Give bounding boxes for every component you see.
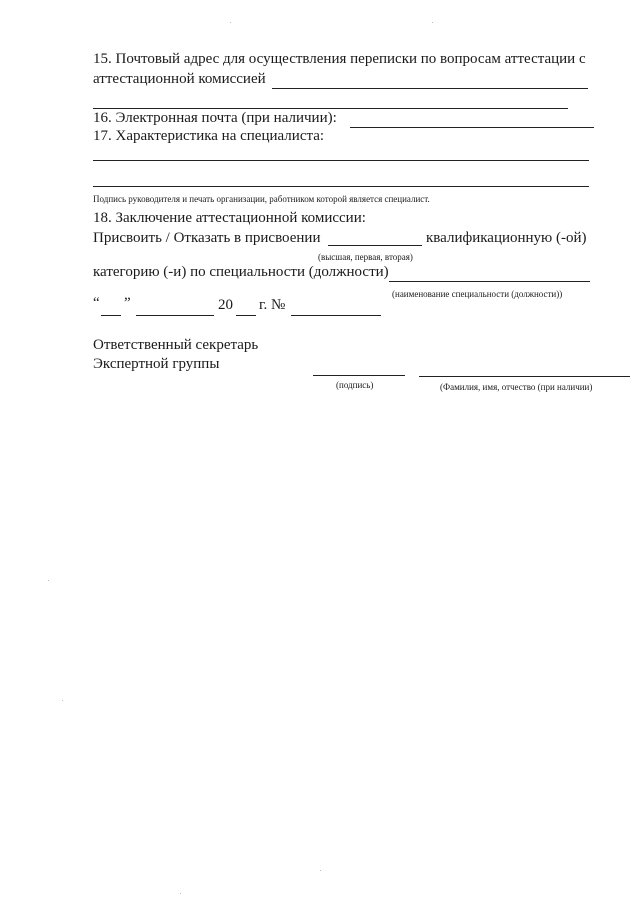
assign-text: Присвоить / Отказать в присвоении <box>93 230 321 246</box>
date-month-line[interactable] <box>136 315 214 316</box>
signature-caption: Подпись руководителя и печать организации, работником которой является специалист. <box>93 194 430 204</box>
category-field-line[interactable] <box>328 245 422 246</box>
item15-line2: аттестационной комиссией <box>93 71 266 87</box>
secretary-name-line[interactable] <box>419 376 630 377</box>
specialty-field-line[interactable] <box>389 281 590 282</box>
date-open-quote: “ <box>93 295 100 311</box>
date-number-label: г. № <box>259 297 286 313</box>
secretary-line1: Ответственный секретарь <box>93 337 259 353</box>
item15-line1: 15. Почтовый адрес для осуществления переписки по вопросам аттестации с <box>93 51 586 67</box>
scan-speck <box>48 580 49 581</box>
date-close-quote: ” <box>124 295 131 311</box>
characteristic-line-2[interactable] <box>93 186 589 187</box>
secretary-signature-line[interactable] <box>313 375 405 376</box>
secretary-line2: Экспертной группы <box>93 356 220 372</box>
item16-label: 16. Электронная почта (при наличии): <box>93 110 337 126</box>
scan-speck <box>432 22 433 23</box>
date-year-line[interactable] <box>236 315 256 316</box>
date-century: 20 <box>218 297 233 313</box>
scan-speck <box>230 22 231 23</box>
scan-speck <box>320 870 321 871</box>
characteristic-line-1[interactable] <box>93 160 589 161</box>
item17-label: 17. Характеристика на специалиста: <box>93 128 325 144</box>
date-day-line[interactable] <box>101 315 121 316</box>
scan-speck <box>180 893 181 894</box>
signature-hint: (подпись) <box>336 380 374 390</box>
qualification-text: квалификационную (-ой) <box>426 230 587 246</box>
specialty-hint: (наименование специальности (должности)) <box>392 289 563 299</box>
protocol-number-line[interactable] <box>291 315 381 316</box>
email-field-line[interactable] <box>350 127 594 128</box>
name-hint: (Фамилия, имя, отчество (при наличии) <box>440 382 593 392</box>
scan-speck <box>62 700 63 701</box>
category-hint: (высшая, первая, вторая) <box>318 252 413 262</box>
item18-label: 18. Заключение аттестационной комиссии: <box>93 210 366 226</box>
category-text: категорию (-и) по специальности (должности) <box>93 264 389 280</box>
address-field-line[interactable] <box>272 88 588 89</box>
